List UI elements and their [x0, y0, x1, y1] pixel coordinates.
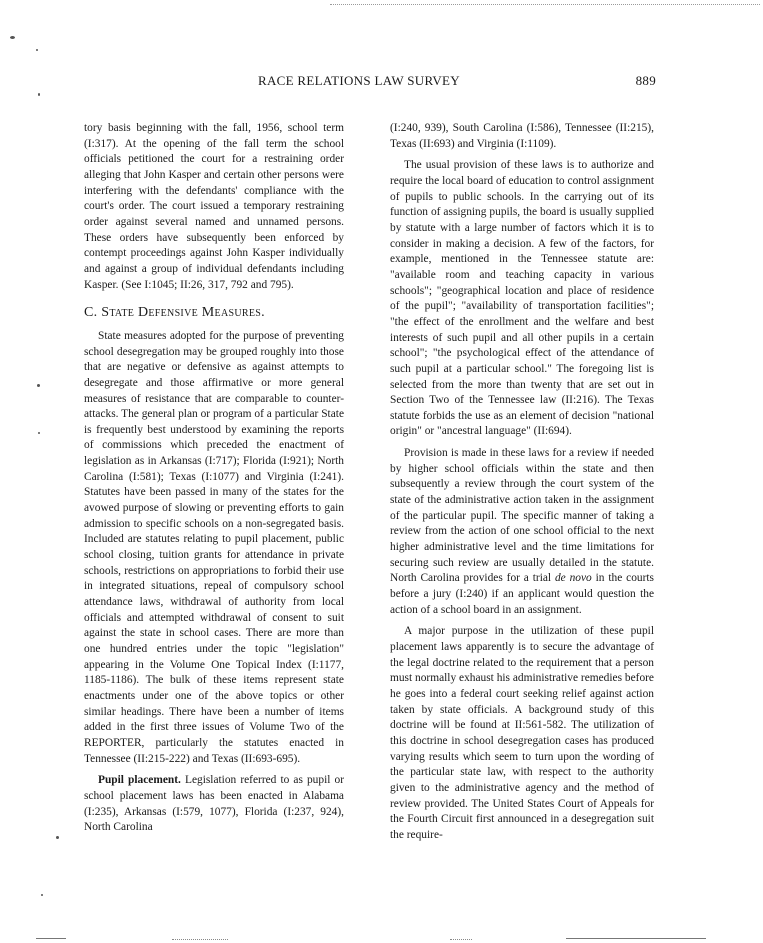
page-number: 889	[635, 73, 656, 88]
paragraph: (I:240, 939), South Carolina (I:586), Tennessee (II:215), Texas (II:693) and Virginia (I:1109).	[390, 122, 654, 150]
top-dotted-line	[330, 4, 760, 5]
paragraph-text: in the courts before a jury (I:240) if an applicant would question the action of a school board in an assignment.	[390, 572, 654, 616]
paragraph	[390, 446, 654, 618]
paragraph-text: Provision is made in these laws for a review if needed by higher school officials within the state and then subsequently a review through the court system of the state of the administrative action taken in the assignment of the particular pupil. The specific manner of taking a review from the action of one school official to the next higher administrative level and the time limitations for securing such review are usually detailed in the statute. North Carolina provides for a trial	[390, 447, 654, 585]
paragraph: State measures adopted for the purpose of preventing school desegregation may be grouped roughly into those that are negative or defensive as against attempts to desegregate and those affirmative or more general measures of resistance that are comparable to counter-attacks. The general plan or program of a particular State is frequently best understood by examining the reports of commissions which preceded the enactment of legislation as in Arkansas (I:717); Florida (I:921); North Carolina (I:581); Texas (I:1077) and Virginia (I:241). Statutes have been passed in many of the states for the avowed purpose of slowing or preventing efforts to gain admission to specific schools on a non-segregated basis. Included are statutes relating to pupil placement, public school closing, tuition grants for attendance in private schools, restrictions on appropriations to forbid their use in integrated situations, repeal of compulsory school attendance laws, withdrawal of authority from local officials and attempted withdrawal of consent to suit against the state in school cases. There are more than one hundred entries under the topic "legislation" appearing in the Volume One Topical Index (I:1177, 1185-1186). The bulk of these items represent state enactments under one of the above topics or other similar headings. There have been a number of items added in the first three issues of Volume Two of the REPORTER, particularly the statutes enacted in Tennessee (II:215-222) and Texas (II:693-695).	[84, 329, 344, 765]
bottom-edge-line	[450, 939, 472, 940]
page-header	[258, 73, 656, 93]
paragraph: The usual provision of these laws is to authorize and require the local board of education to control assignment of pupils to public schools. In the carrying out of its function of assigning pupils, the board is usually supplied by statute with a large number of factors which it is to consider in making a decision. A few of the factors, for example, mentioned in the Tennessee statute are: "available room and teaching capacity in various schools"; "geographical location and place of residence of the pupil"; "availability of transportation facilities"; "the effect of the enrollment and the welfare and best interests of such pupil and all other pupils in a certain school"; "the psychological effect of the attendance of such pupil at a particular school." The foregoing list is selected from the more than twenty that are set out in Section Two of the Tennessee law (II:216). The Texas statute forbids the use as an element of decision "national origin" or "ancestral language" (II:694).	[390, 159, 654, 438]
italic-term: de novo	[554, 572, 592, 585]
run-in-heading: Pupil placement.	[98, 774, 181, 787]
section-heading: C. State Defensive Measures.	[84, 305, 265, 321]
running-title: RACE RELATIONS LAW SURVEY	[258, 73, 460, 88]
scan-speck	[10, 36, 15, 39]
scan-speck	[41, 894, 43, 896]
paragraph: tory basis beginning with the fall, 1956, school term (I:317). At the opening of the fall term the school officials petitioned the court for a restraining order alleging that John Kasper and certain other persons were interfering with the defendants' compliance with the court's order. The court issued a temporary restraining order against several named and unnamed persons. These orders have subsequently been enforced by contempt proceedings against John Kasper individually and against a group of individual defendants including Kasper. (See I:1045; II:26, 317, 792 and 795).	[84, 122, 344, 291]
scan-speck	[56, 836, 59, 839]
bottom-edge-line	[36, 938, 66, 939]
left-column	[84, 121, 344, 842]
paragraph	[84, 773, 344, 836]
bottom-edge-line	[566, 938, 706, 939]
paragraph-text: Legislation referred to as pupil or school placement laws has been enacted in Alabama (I:235), Arkansas (I:579, 1077), Florida (I:237, 924), North Carolina	[84, 774, 344, 834]
scan-speck	[37, 384, 40, 387]
bottom-edge-line	[172, 939, 228, 940]
scan-speck	[38, 432, 40, 434]
right-column	[390, 121, 654, 850]
paragraph: A major purpose in the utilization of these pupil placement laws apparently is to secure the advantage of the legal doctrine related to the requirement that a person must normally exhaust his administrative remedies before he goes into a federal court seeking relief against action taken by state officials. A background study of this doctrine will be found at II:561-582. The utilization of this doctrine in school desegregation cases has produced varying results which seem to turn upon the wording of the particular state law, with respect to the authority given to the administrative agency and the method of review provided. The United States Court of Appeals for the Fourth Circuit first announced in a desegregation suit the require-	[390, 625, 654, 841]
scan-speck	[38, 93, 40, 96]
scan-speck	[36, 49, 38, 51]
